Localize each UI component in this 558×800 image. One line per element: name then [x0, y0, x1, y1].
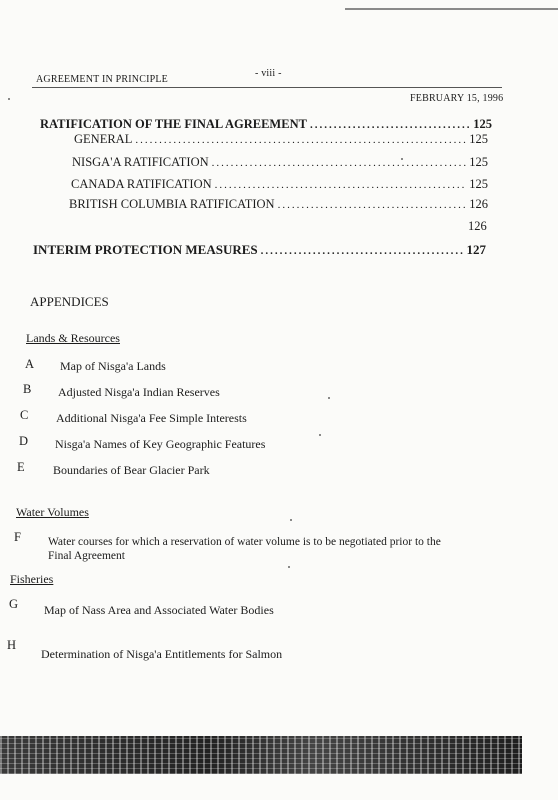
dot-leader — [261, 245, 464, 257]
dot-leader — [212, 157, 467, 169]
appendix-title: Adjusted Nisga'a Indian Reserves — [58, 385, 220, 399]
header-page-number: - viii - — [255, 68, 282, 79]
appendix-letter: F — [14, 530, 21, 544]
scan-speck — [401, 158, 403, 160]
appendix-title: Map of Nisga'a Lands — [60, 359, 166, 373]
appendix-title: Nisga'a Names of Key Geographic Features — [55, 437, 266, 451]
toc-entry-page: 127 — [466, 242, 486, 257]
section-lands-resources: Lands & Resources — [26, 331, 120, 345]
toc-extra-page: 126 — [468, 219, 487, 233]
toc-entry-canada-ratification — [71, 177, 488, 195]
toc-entry-general — [74, 132, 488, 150]
toc-entry-label: CANADA RATIFICATION — [71, 177, 212, 191]
appendix-title-continued: Final Agreement — [48, 550, 125, 562]
scan-speck — [290, 519, 292, 521]
toc-entry-bc-ratification — [69, 197, 488, 215]
toc-entry-page: 126 — [469, 197, 488, 211]
toc-entry-nisgaa-ratification — [72, 155, 488, 173]
toc-entry-label: BRITISH COLUMBIA RATIFICATION — [69, 197, 275, 211]
scan-speck — [288, 566, 290, 568]
appendices-heading: APPENDICES — [30, 294, 109, 309]
toc-entry-label: INTERIM PROTECTION MEASURES — [33, 242, 258, 257]
appendix-letter: E — [17, 460, 25, 474]
appendix-title: Map of Nass Area and Associated Water Bodies — [44, 603, 274, 617]
appendix-letter: C — [20, 408, 29, 422]
toc-entry-label: GENERAL — [74, 132, 133, 146]
scan-noise-band — [0, 736, 522, 774]
section-water-volumes: Water Volumes — [16, 505, 89, 519]
dot-leader — [215, 179, 467, 191]
appendix-letter: G — [9, 597, 19, 611]
header-date: FEBRUARY 15, 1996 — [410, 93, 504, 104]
toc-entry-interim — [33, 242, 486, 260]
toc-entry-label: RATIFICATION OF THE FINAL AGREEMENT — [40, 117, 307, 131]
dot-leader — [278, 199, 467, 211]
toc-entry-page: 125 — [473, 117, 492, 131]
dot-leader — [310, 119, 470, 131]
toc-entry-page: 125 — [469, 155, 488, 169]
dot-leader — [135, 134, 466, 146]
scan-artifact-line — [345, 8, 558, 10]
appendix-title: Additional Nisga'a Fee Simple Interests — [56, 411, 247, 425]
appendix-title: Boundaries of Bear Glacier Park — [53, 463, 210, 477]
appendix-title: Determination of Nisga'a Entitlements for Salmon — [41, 647, 283, 661]
appendix-letter: H — [7, 638, 17, 652]
scan-speck — [328, 397, 330, 399]
scan-speck — [319, 434, 321, 436]
section-fisheries: Fisheries — [10, 572, 54, 586]
header-left: AGREEMENT IN PRINCIPLE — [36, 74, 168, 85]
header-rule — [32, 87, 502, 88]
appendix-letter: D — [19, 434, 29, 448]
appendix-title: Water courses for which a reservation of water volume is to be negotiated prior to the — [48, 536, 441, 548]
toc-entry-page: 125 — [469, 177, 488, 191]
toc-entry-label: NISGA'A RATIFICATION — [72, 155, 209, 169]
appendix-letter: B — [23, 382, 32, 396]
appendix-letter: A — [25, 357, 35, 371]
toc-entry-page: 125 — [469, 132, 488, 146]
scan-speck — [8, 98, 10, 100]
